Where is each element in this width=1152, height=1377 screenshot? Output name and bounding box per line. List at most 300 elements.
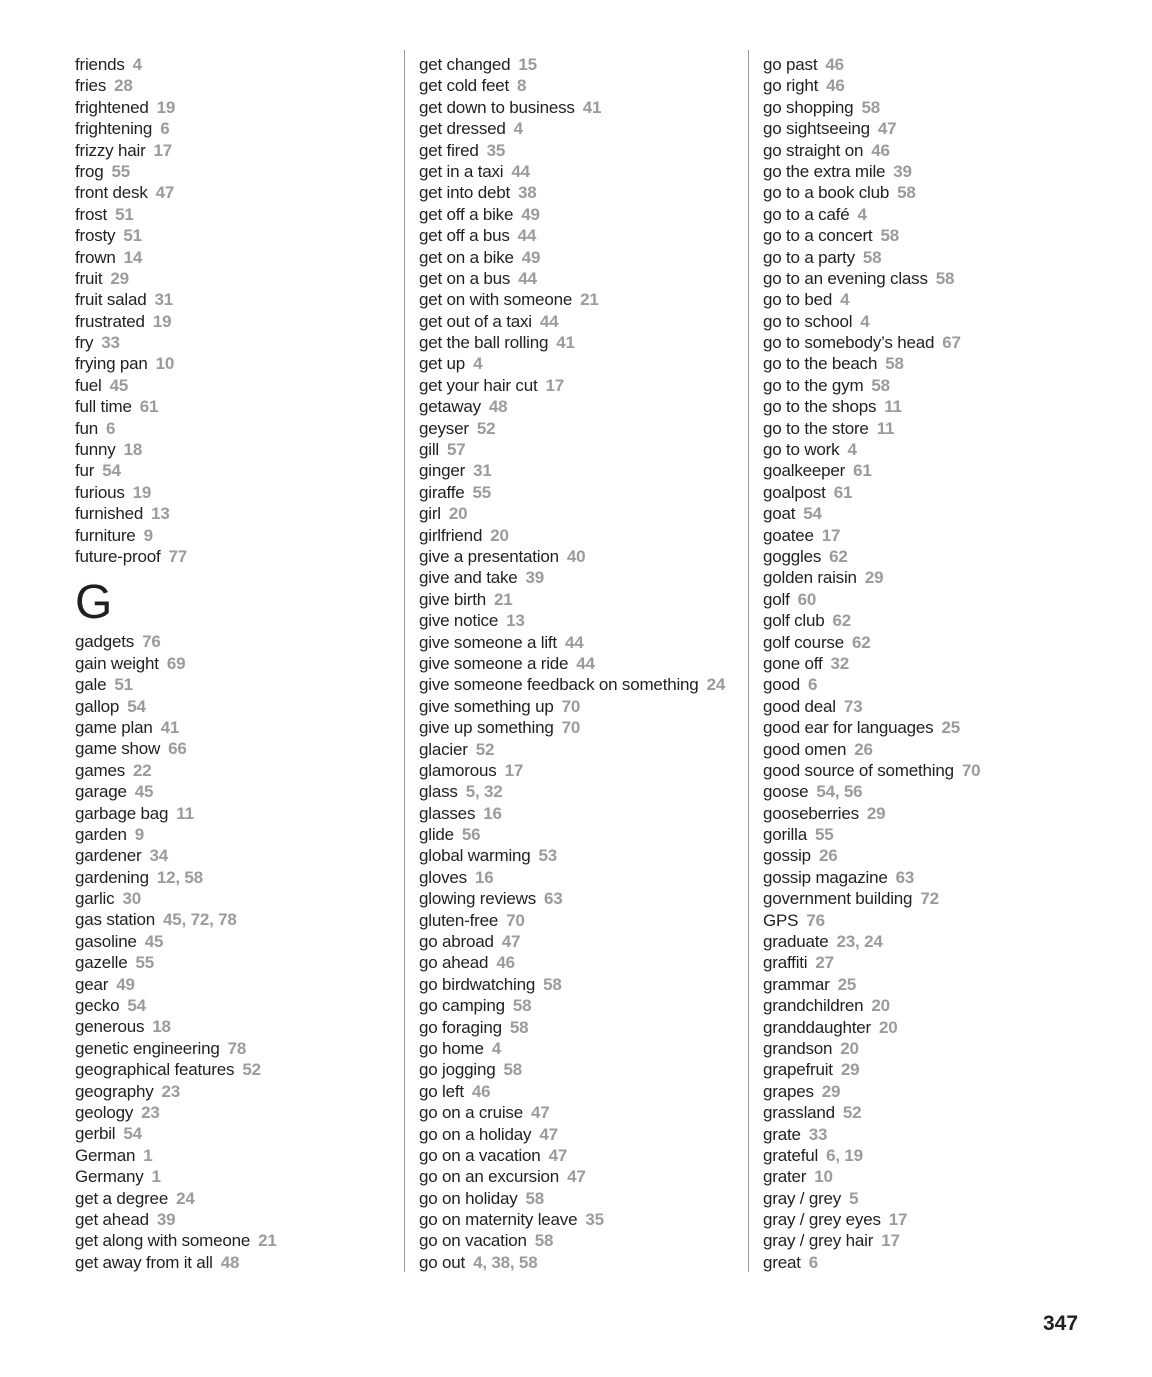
page-references: 51 — [115, 204, 134, 224]
index-term: goatee — [763, 525, 814, 545]
index-entry — [419, 439, 725, 460]
index-entry — [75, 952, 277, 973]
index-entry — [419, 1166, 725, 1187]
index-entry — [763, 460, 980, 481]
page-references: 21 — [493, 589, 513, 609]
index-entry — [763, 1017, 980, 1038]
index-entry — [419, 311, 725, 332]
page-references: 46 — [825, 55, 844, 74]
index-entry — [763, 289, 980, 310]
index-term: furnished — [75, 504, 144, 524]
index-term: gloves — [419, 867, 467, 887]
page-references: 44 — [511, 161, 530, 181]
page-references: 18 — [123, 440, 143, 460]
index-term: game show — [75, 739, 161, 759]
index-term: go sightseeing — [763, 119, 870, 139]
index-term: frost — [75, 204, 108, 224]
page-references: 4 — [857, 204, 867, 224]
page-references: 19 — [152, 311, 172, 331]
page-references: 54, 56 — [816, 782, 863, 802]
index-entry — [75, 674, 277, 695]
index-term: fry — [75, 333, 94, 353]
index-term: frizzy hair — [75, 140, 146, 160]
index-term: give notice — [419, 611, 499, 631]
page-references: 17 — [504, 760, 524, 780]
index-term: gardening — [75, 867, 149, 887]
page-references: 58 — [543, 974, 562, 994]
page-references: 11 — [876, 418, 895, 438]
page-references: 1 — [151, 1167, 161, 1187]
page-references: 5 — [849, 1188, 859, 1208]
index-term: get on with someone — [419, 290, 573, 310]
index-entry — [75, 1059, 277, 1080]
index-entry — [75, 653, 277, 674]
index-entry — [763, 974, 980, 995]
index-entry — [763, 311, 980, 332]
index-entry — [75, 546, 277, 567]
page-references: 67 — [942, 333, 961, 353]
index-term: go on holiday — [419, 1188, 518, 1208]
index-term: gas station — [75, 910, 156, 930]
page-references: 17 — [545, 375, 565, 395]
index-term: get ahead — [75, 1209, 149, 1229]
index-entry — [419, 1230, 725, 1251]
index-entry — [75, 268, 277, 289]
index-entry — [75, 1252, 277, 1273]
index-entry — [419, 589, 725, 610]
page-references: 44 — [539, 311, 559, 331]
index-entry — [75, 803, 277, 824]
page-references: 41 — [160, 717, 180, 737]
index-term: go to the gym — [763, 375, 864, 395]
index-term: fuel — [75, 375, 102, 395]
index-entry — [75, 696, 277, 717]
page-references: 46 — [871, 140, 890, 160]
index-entry — [75, 375, 277, 396]
index-term: gossip magazine — [763, 867, 888, 887]
index-entry — [75, 161, 277, 182]
index-entry — [75, 845, 277, 866]
page-references: 47 — [548, 1145, 568, 1165]
page-references: 70 — [961, 760, 981, 780]
index-term: future-proof — [75, 546, 161, 566]
index-entry — [75, 1038, 277, 1059]
index-term: gray / grey eyes — [763, 1210, 881, 1230]
index-entry — [419, 418, 725, 439]
page-references: 58 — [861, 97, 880, 117]
index-entry — [419, 653, 725, 674]
index-entry — [419, 247, 725, 268]
index-entry — [419, 140, 725, 161]
index-entry — [763, 1059, 980, 1080]
index-entry — [419, 97, 725, 118]
page-references: 58 — [935, 268, 955, 288]
index-term: frightened — [75, 97, 149, 117]
index-entry — [763, 931, 980, 952]
index-entry — [763, 1038, 980, 1059]
page-references: 52 — [475, 739, 495, 759]
index-entry — [75, 1230, 277, 1251]
index-entry — [419, 1124, 725, 1145]
page-references: 13 — [151, 504, 170, 524]
page-references: 10 — [155, 354, 175, 374]
index-entry — [75, 311, 277, 332]
index-term: go to the shops — [763, 397, 877, 417]
index-term: grassland — [763, 1103, 835, 1123]
page-references: 41 — [582, 97, 602, 117]
index-entry — [75, 760, 277, 781]
index-term: glacier — [419, 739, 468, 759]
index-term: go the extra mile — [763, 161, 886, 181]
page-references: 77 — [168, 546, 187, 566]
index-entry — [419, 845, 725, 866]
page-references: 54 — [102, 461, 121, 481]
index-term: glasses — [419, 803, 476, 823]
page-references: 15 — [518, 55, 537, 74]
index-term: give birth — [419, 589, 486, 609]
page-references: 76 — [142, 632, 161, 652]
page-references: 6 — [808, 1252, 819, 1272]
index-term: geography — [75, 1081, 154, 1101]
index-entry — [763, 717, 980, 738]
index-term: GPS — [763, 910, 799, 930]
index-entry — [763, 632, 980, 653]
page-references: 47 — [877, 119, 897, 139]
index-entry — [763, 845, 980, 866]
page-references: 58 — [525, 1188, 545, 1208]
page-references: 52 — [242, 1060, 261, 1080]
index-entry — [419, 268, 725, 289]
index-entry — [763, 653, 980, 674]
index-term: geyser — [419, 418, 469, 438]
index-term: garbage bag — [75, 803, 169, 823]
index-term: go abroad — [419, 932, 494, 952]
index-column-1 — [75, 54, 277, 1273]
index-term: golden raisin — [763, 568, 857, 588]
index-term: go on a holiday — [419, 1124, 532, 1144]
index-term: gale — [75, 675, 107, 695]
index-entry — [763, 375, 980, 396]
page-references: 4 — [491, 1038, 502, 1058]
page-references: 13 — [506, 611, 525, 631]
index-term: golf course — [763, 632, 844, 652]
index-entry — [75, 503, 277, 524]
index-term: gecko — [75, 996, 120, 1016]
page-references: 46 — [826, 76, 845, 96]
index-term: give someone a ride — [419, 653, 569, 673]
index-term: good source of something — [763, 760, 954, 780]
index-entry — [419, 910, 725, 931]
index-term: go out — [419, 1252, 466, 1272]
index-entry — [763, 1102, 980, 1123]
index-entry — [763, 439, 980, 460]
index-entry — [75, 931, 277, 952]
index-entry — [75, 418, 277, 439]
page-references: 18 — [152, 1017, 171, 1037]
page-references: 45 — [134, 782, 154, 802]
index-term: go to a party — [763, 247, 855, 267]
index-term: go foraging — [419, 1017, 502, 1037]
index-entry — [419, 1145, 725, 1166]
page-references: 44 — [576, 653, 595, 673]
index-term: get dressed — [419, 119, 506, 139]
page-references: 54 — [123, 1124, 142, 1144]
index-entry — [419, 225, 725, 246]
index-entry — [763, 546, 980, 567]
index-term: go to work — [763, 440, 840, 460]
index-entry — [763, 696, 980, 717]
page-references: 8 — [517, 76, 527, 96]
index-entry — [763, 1166, 980, 1187]
page-references: 47 — [539, 1124, 558, 1144]
index-term: glowing reviews — [419, 889, 536, 909]
index-entry — [419, 974, 725, 995]
index-term: golf club — [763, 611, 825, 631]
page-references: 19 — [156, 97, 176, 117]
index-entry — [75, 1166, 277, 1187]
page-references: 56 — [461, 825, 481, 845]
page-references: 1 — [143, 1145, 153, 1165]
index-entry — [419, 674, 725, 695]
index-entry — [419, 1102, 725, 1123]
index-column-2 — [419, 54, 725, 1273]
index-term: give something up — [419, 696, 554, 716]
page-references: 76 — [806, 910, 825, 930]
page-references: 14 — [123, 247, 143, 267]
index-term: get the ball rolling — [419, 333, 549, 353]
page-references: 31 — [154, 290, 174, 310]
index-entry — [763, 610, 980, 631]
page-references: 45 — [144, 931, 164, 951]
index-term: go to a concert — [763, 226, 873, 246]
page-references: 55 — [111, 161, 131, 181]
index-term: glass — [419, 782, 458, 802]
index-entry — [419, 525, 725, 546]
page-references: 58 — [862, 247, 882, 267]
index-term: go shopping — [763, 97, 854, 117]
page-references: 6 — [808, 675, 818, 695]
index-term: goat — [763, 504, 796, 524]
index-term: frying pan — [75, 354, 148, 374]
index-entry — [763, 1081, 980, 1102]
page-references: 57 — [447, 440, 466, 460]
index-entry — [419, 632, 725, 653]
section-letter-heading: G — [75, 576, 113, 630]
index-entry — [419, 717, 725, 738]
index-term: go past — [763, 55, 818, 74]
index-term: get out of a taxi — [419, 311, 532, 331]
page-references: 28 — [114, 76, 133, 96]
page-references: 19 — [132, 482, 152, 502]
index-entry — [763, 97, 980, 118]
page-references: 46 — [471, 1081, 491, 1101]
index-entry — [763, 140, 980, 161]
page-references: 32 — [830, 653, 850, 673]
index-term: gill — [419, 440, 439, 460]
index-entry — [75, 888, 277, 909]
index-entry — [75, 140, 277, 161]
column-divider — [404, 50, 405, 1272]
index-term: frightening — [75, 119, 153, 139]
index-entry — [75, 1188, 277, 1209]
index-entry — [763, 995, 980, 1016]
index-term: go camping — [419, 996, 505, 1016]
index-term: go to a book club — [763, 183, 890, 203]
index-term: friends — [75, 55, 125, 74]
index-entry — [75, 75, 277, 96]
index-term: gooseberries — [763, 803, 859, 823]
index-entry — [75, 909, 277, 930]
page-references: 45 — [109, 375, 129, 395]
page-references: 29 — [110, 268, 129, 288]
page-references: 6, 19 — [826, 1145, 863, 1165]
index-term: glide — [419, 825, 454, 845]
index-term: great — [763, 1252, 801, 1272]
index-entry — [419, 760, 725, 781]
index-entry — [419, 1038, 725, 1059]
page-references: 23 — [161, 1081, 181, 1101]
index-term: grate — [763, 1124, 801, 1144]
page-references: 29 — [864, 568, 884, 588]
index-term: girlfriend — [419, 525, 483, 545]
page-references: 49 — [116, 974, 135, 994]
page-references: 26 — [854, 739, 873, 759]
page-references: 54 — [127, 696, 146, 716]
page-references: 44 — [517, 226, 537, 246]
page-references: 58 — [885, 354, 904, 374]
index-term: get your hair cut — [419, 375, 538, 395]
index-term: go to the beach — [763, 354, 878, 374]
page-references: 51 — [123, 226, 142, 246]
index-entry — [75, 995, 277, 1016]
page-references: 58 — [871, 375, 890, 395]
page-references: 20 — [448, 504, 468, 524]
column-divider — [748, 50, 749, 1272]
index-term: girl — [419, 504, 441, 524]
index-entry — [75, 247, 277, 268]
index-entry — [763, 525, 980, 546]
page-references: 34 — [149, 846, 168, 866]
index-entry — [763, 674, 980, 695]
index-entry — [763, 739, 980, 760]
page-references: 29 — [866, 803, 886, 823]
index-entry — [763, 204, 980, 225]
index-entry — [75, 738, 277, 759]
index-term: go straight on — [763, 140, 864, 160]
index-entry — [419, 888, 725, 909]
index-term: get along with someone — [75, 1231, 251, 1251]
index-term: ginger — [419, 461, 466, 481]
page-references: 62 — [851, 632, 871, 652]
index-entry — [763, 952, 980, 973]
index-entry — [75, 439, 277, 460]
index-entry — [763, 75, 980, 96]
index-entry — [419, 803, 725, 824]
index-entry — [419, 1081, 725, 1102]
index-entry — [419, 696, 725, 717]
page-references: 58 — [512, 996, 532, 1016]
index-entry — [763, 1252, 980, 1273]
page-references: 21 — [258, 1231, 277, 1251]
page-references: 70 — [561, 696, 581, 716]
index-term: garage — [75, 782, 127, 802]
index-entry — [419, 867, 725, 888]
page-references: 52 — [476, 418, 496, 438]
page-references: 58 — [534, 1231, 554, 1251]
index-term: fruit salad — [75, 290, 147, 310]
page-references: 62 — [829, 546, 848, 566]
page-references: 58 — [509, 1017, 529, 1037]
index-entry — [763, 118, 980, 139]
index-term: give up something — [419, 718, 554, 738]
index-term: graduate — [763, 932, 829, 952]
index-entry — [75, 1102, 277, 1123]
page-references: 24 — [176, 1188, 195, 1208]
index-entry — [763, 161, 980, 182]
index-term: gardener — [75, 846, 142, 866]
index-entry — [763, 1124, 980, 1145]
index-term: go to bed — [763, 290, 833, 310]
index-entry — [419, 54, 725, 75]
index-term: go birdwatching — [419, 974, 536, 994]
page-references: 47 — [155, 183, 175, 203]
page-references: 29 — [821, 1081, 841, 1101]
index-term: give someone a lift — [419, 632, 557, 652]
index-term: go to a café — [763, 204, 850, 224]
page-references: 62 — [832, 611, 852, 631]
page-references: 23, 24 — [836, 932, 883, 952]
index-entry — [75, 1123, 277, 1144]
page-references: 20 — [840, 1038, 859, 1058]
page-references: 58 — [880, 226, 899, 246]
page-references: 55 — [135, 953, 154, 973]
page-references: 69 — [166, 653, 186, 673]
index-term: grapes — [763, 1081, 814, 1101]
page-references: 47 — [531, 1103, 550, 1123]
index-entry — [763, 268, 980, 289]
page-references: 58 — [897, 183, 916, 203]
index-entry — [419, 75, 725, 96]
page-references: 11 — [176, 803, 194, 823]
index-entry — [763, 781, 980, 802]
page-references: 4 — [132, 55, 142, 74]
index-entry — [763, 824, 980, 845]
index-entry — [763, 589, 980, 610]
index-term: grandchildren — [763, 996, 864, 1016]
index-entry — [419, 118, 725, 139]
page-references: 17 — [888, 1210, 908, 1230]
index-entry — [419, 182, 725, 203]
page-references: 26 — [818, 846, 838, 866]
page-references: 45, 72, 78 — [163, 910, 237, 930]
index-term: go on a vacation — [419, 1145, 541, 1165]
index-term: get fired — [419, 140, 479, 160]
index-entry — [763, 867, 980, 888]
index-term: gorilla — [763, 825, 807, 845]
page-references: 4 — [513, 119, 523, 139]
page-references: 49 — [521, 247, 541, 267]
page-references: 35 — [486, 140, 506, 160]
index-entry — [419, 1059, 725, 1080]
index-entry — [419, 460, 725, 481]
index-term: go to somebody’s head — [763, 333, 935, 353]
page-references: 25 — [837, 974, 857, 994]
page-references: 10 — [814, 1167, 833, 1187]
index-term: furious — [75, 482, 125, 502]
index-entry — [419, 353, 725, 374]
page-references: 61 — [853, 461, 872, 481]
index-term: grateful — [763, 1145, 819, 1165]
